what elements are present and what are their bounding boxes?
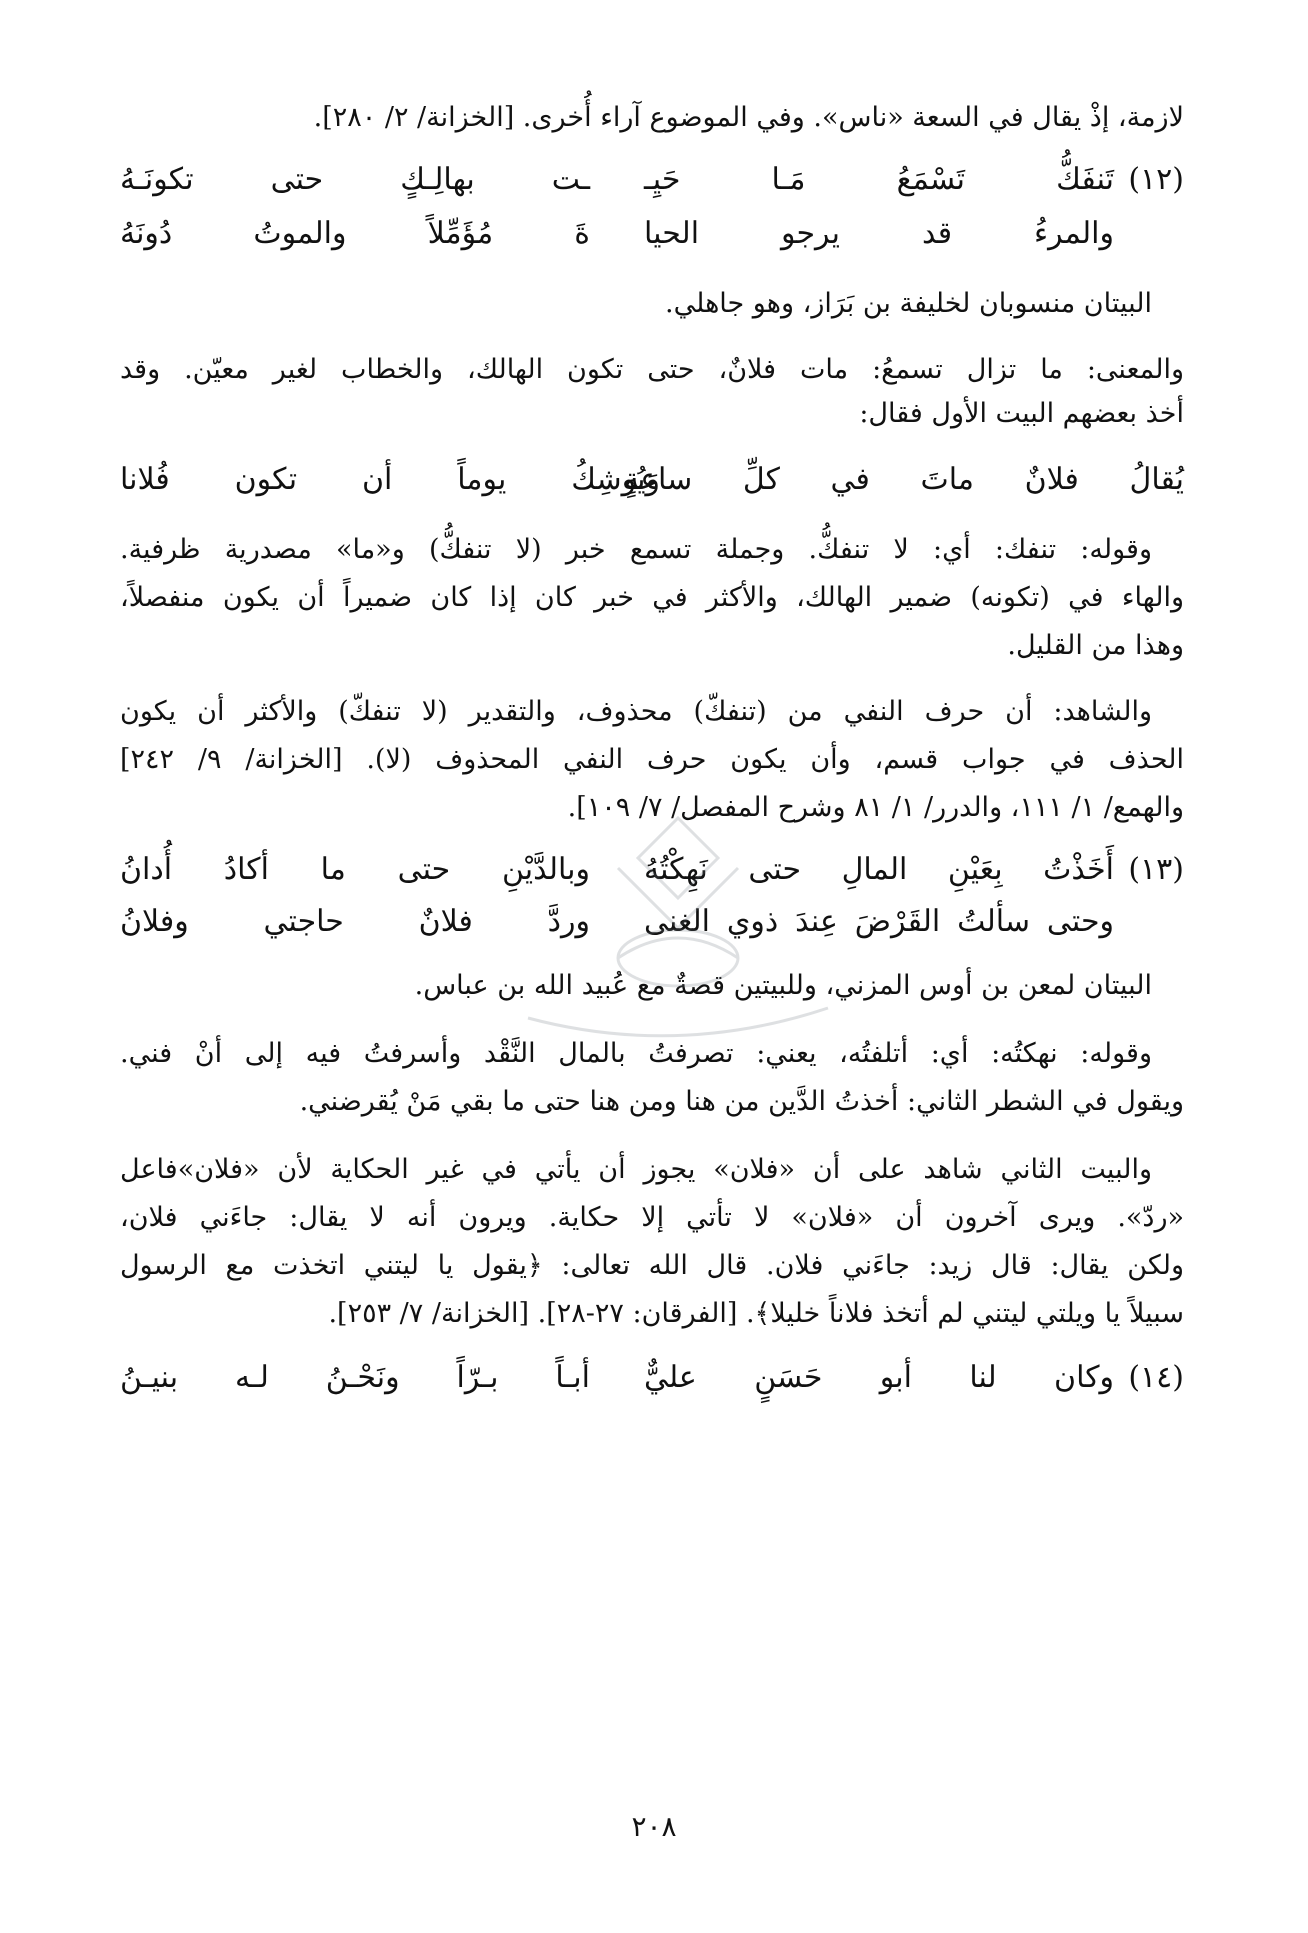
watermark-diamond-shape [638,818,718,898]
paragraph-discussion-line: «ردّ». ويرى آخرون أن «فلان» لا تأتي إلا حكاية. ويرون أنه لا يقال: جاءَني فلان، [120,1202,1184,1233]
paragraph-grammar-line: وهذا من القليل. [1007,630,1184,661]
verse-hemistich: ـت بهالِـكٍ حتى تكونَـهُ [120,162,590,197]
paragraph-explanation-line: ويقول في الشطر الثاني: أخذتُ الدَّين من هنا ومن هنا حتى ما بقي مَنْ يُقرضني. [299,1086,1184,1117]
verse-quotation [120,458,1184,502]
paragraph-grammar-line: والهاء في (تكونه) ضمير الهالك، والأكثر في خبر كان إذا كان ضميراً أن يكون منفصلاً، [120,582,1184,613]
verse-hemistich: وكان لنا أبو حَسَنٍ عليٌّ [644,1360,1114,1395]
library-watermark-logo [468,808,888,1058]
verse-hemistich: وَيُوشِكُ يوماً أن تكون فُلانا [120,462,660,497]
paragraph-attribution: البيتان منسوبان لخليفة بن بَرَاز، وهو جاهلي. [665,288,1152,319]
watermark-swash-shape [528,1008,828,1036]
watermark-arc-shape [618,938,738,958]
verse-hemistich: أبـاً بـرّاً ونَحْـنُ لـه بنيـنُ [120,1360,590,1395]
verse-12-line-1 [120,158,1184,202]
verse-hemistich: وبالدَّيْنِ حتى ما أكادُ أُدانُ [120,852,590,887]
paragraph-discussion-line: ولكن يقال: قال زيد: جاءَني فلان. قال الله تعالى: ﴿يقول يا ليتني اتخذت مع الرسول [120,1250,1184,1281]
verse-hemistich: يُقالُ فلانٌ ماتَ في كلِّ ساعةٍ [624,462,1184,497]
paragraph-evidence-line: والهمع/ ١/ ١١١، والدرر/ ١/ ٨١ وشرح المفصل/ ٧/ ١٠٩]. [567,792,1184,823]
verse-hemistich: وحتى سألتُ القَرْضَ عِندَ ذوي الغنى [644,904,1114,939]
verse-12-line-2 [120,212,1184,256]
verse-14-line-1 [120,1356,1184,1400]
verse-number: (١٢) [1128,162,1184,197]
verse-hemistich: وردَّ فلانٌ حاجتي وفلانُ [120,904,590,939]
paragraph-meaning-line: أخذ بعضهم البيت الأول فقال: [859,398,1184,429]
paragraph-evidence-line: الحذف في جواب قسم، وأن يكون حرف النفي المحذوف (لا). [الخزانة/ ٩/ ٢٤٢] [120,744,1184,775]
verse-number: (١٣) [1128,852,1184,887]
paragraph-meaning-line: والمعنى: ما تزال تسمعُ: مات فلانٌ، حتى تكون الهالك، والخطاب لغير معيّن. وقد [120,354,1184,385]
paragraph-discussion-line: سبيلاً يا ويلتي ليتني لم أتخذ فلاناً خليلا﴾. [الفرقان: ٢٧-٢٨]. [الخزانة/ ٧/ ٢٥٣]. [328,1298,1184,1329]
text-line-carryover: لازمة، إذْ يقال في السعة «ناس». وفي الموضوع آراء أُخرى. [الخزانة/ ٢/ ٢٨٠]. [313,102,1184,133]
verse-hemistich: أَخَذْتُ بِعَيْنِ المالِ حتى نَهِكْتُهُ [644,852,1114,887]
verse-hemistich: والمرءُ قد يرجو الحيا [644,216,1114,251]
paragraph-discussion-line: والبيت الثاني شاهد على أن «فلان» يجوز أن يأتي في غير الحكاية لأن «فلان»فاعل [120,1154,1152,1185]
paragraph-grammar-line: وقوله: تنفك: أي: لا تنفكُّ. وجملة تسمع خبر (لا تنفكُّ) و«ما» مصدرية ظرفية. [120,534,1152,565]
page-number: ٢٠٨ [631,1810,677,1843]
paragraph-attribution: البيتان لمعن بن أوس المزني، وللبيتين قصةٌ مع عُبيد الله بن عباس. [414,970,1152,1001]
verse-number: (١٤) [1128,1360,1184,1395]
paragraph-evidence-line: والشاهد: أن حرف النفي من (تنفكّ) محذوف، والتقدير (لا تنفكّ) والأكثر أن يكون [120,696,1152,727]
paragraph-explanation-line: وقوله: نهكتُه: أي: أتلفتُه، يعني: تصرفتُ بالمال النَّقْد وأسرفتُ فيه إلى أنْ فني. [120,1038,1152,1069]
verse-hemistich: تَنفَكُّ تَسْمَعُ مَـا حَيِـ [644,162,1114,197]
verse-hemistich: ةَ مُؤَمِّلاً والموتُ دُونَهُ [120,216,590,251]
